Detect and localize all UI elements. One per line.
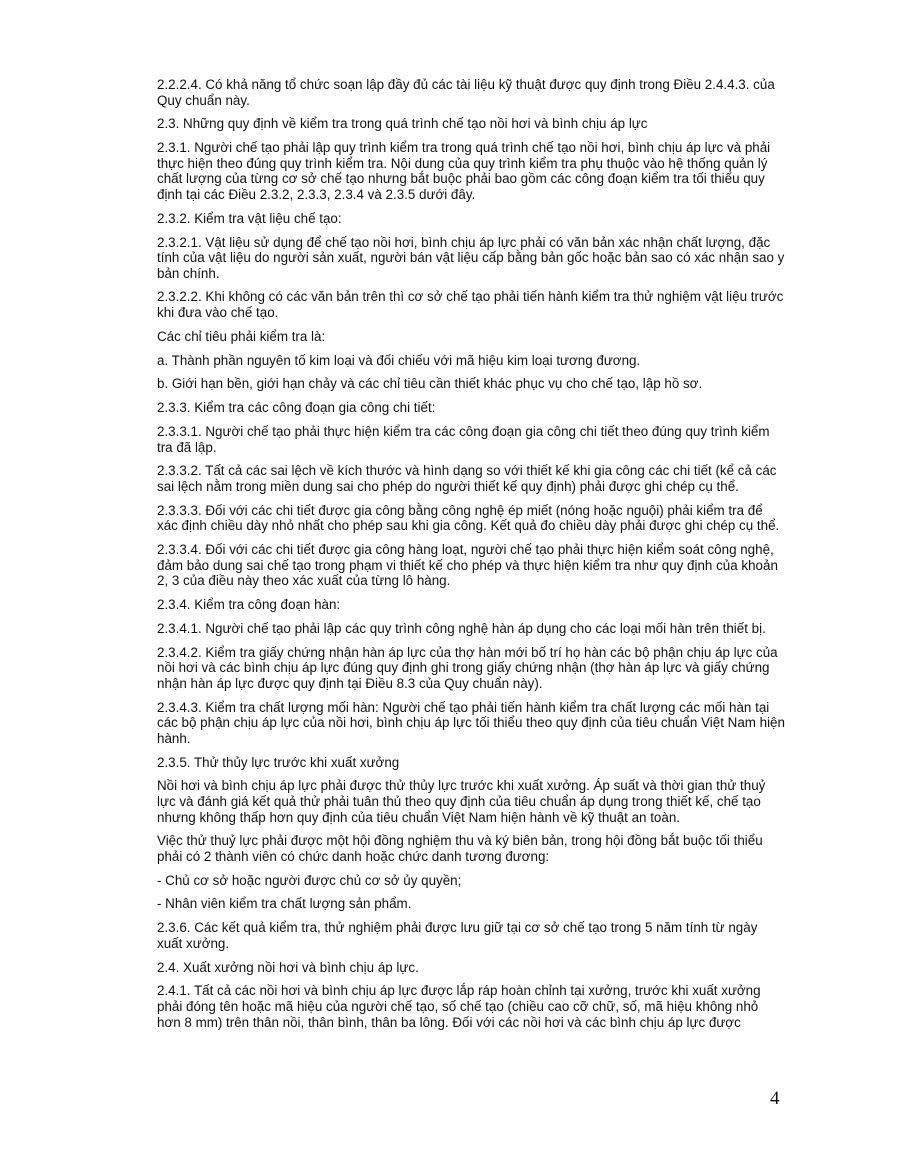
paragraph-hydro-test: Nồi hơi và bình chịu áp lực phải được thử thủy lực trước khi xuất xưởng. Áp suất và thời gian thử thuỷ lực và đánh giá kết quả thử phải tuân thủ theo quy định của tiêu chuẩn áp dụng trong thiết kế, chế tạo nhưng không thấp hơn quy định của tiêu chuẩn Việt Nam hiện hành về kỹ thuật an toàn. [157, 778, 766, 825]
heading-2-3-2: 2.3.2. Kiểm tra vật liệu chế tạo: [157, 210, 342, 226]
paragraph-2-3-2-2: 2.3.2.2. Khi không có các văn bản trên thì cơ sở chế tạo phải tiến hành kiểm tra thử nghiệm vật liệu trước khi đưa vào chế tạo. [157, 289, 784, 321]
paragraph-criteria-a: a. Thành phần nguyên tố kim loại và đối chiếu với mã hiệu kim loại tương đương. [157, 352, 641, 368]
paragraph-2-4-1: 2.4.1. Tất cả các nồi hơi và bình chịu áp lực được lắp ráp hoàn chỉnh tại xưởng, trước khi xuất xưởng phải đóng tên hoặc mã hiệu của người chế tạo, số chế tạo (chiều cao cỡ chữ, số, mã hiệu không nhỏ hơn 8 mm) trên thân nồi, thân bình, thân ba lông. Đối với các nồi hơi và các bình chịu áp lực được [157, 983, 761, 1030]
document-body [157, 77, 785, 1038]
paragraph-2-3-3-1: 2.3.3.1. Người chế tạo phải thực hiện kiểm tra các công đoạn gia công chi tiết theo đúng quy trình kiểm tra đã lập. [157, 423, 770, 455]
paragraph-committee: Việc thử thuỷ lực phải được một hội đồng nghiệm thu và ký biên bản, trong hội đồng bắt buộc tối thiểu phải có 2 thành viên có chức danh hoặc chức danh tương đương: [157, 833, 763, 864]
paragraph-2-3-4-1: 2.3.4.1. Người chế tạo phải lập các quy trình công nghệ hàn áp dụng cho các loại mối hàn trên thiết bị. [157, 620, 766, 636]
paragraph-2-3-3-4: 2.3.3.4. Đối với các chi tiết được gia công hàng loạt, người chế tạo phải thực hiện kiểm soát công nghệ, đảm bảo dung sai chế tạo trong phạm vi thiết kế cho phép và thực hiện kiểm tra như quy định của khoản 2, 3 của điều này theo xác xuất của từng lô hàng. [157, 542, 778, 589]
paragraph-2-3-1: 2.3.1. Người chế tạo phải lập quy trình kiểm tra trong quá trình chế tạo nồi hơi, bình chịu áp lực và phải thực hiện theo đúng quy trình kiểm tra. Nội dung của quy trình kiểm tra phụ thuộc vào hệ thống quản lý chất lượng của từng cơ sở chế tạo nhưng bắt buộc phải bao gồm các công đoạn kiểm tra tối thiểu quy định tại các Điều 2.3.2, 2.3.3, 2.3.4 và 2.3.5 dưới đây. [157, 140, 771, 202]
paragraph-2-2-2-4: 2.2.2.4. Có khả năng tổ chức soạn lập đầy đủ các tài liệu kỹ thuật được quy định trong Điều 2.4.4.3. của Quy chuẩn này. [157, 77, 775, 108]
heading-2-4: 2.4. Xuất xưởng nồi hơi và bình chịu áp lực. [157, 959, 419, 975]
list-item-owner: - Chủ cơ sở hoặc người được chủ cơ sở ủy quyền; [157, 872, 462, 888]
paragraph-2-3-3-2: 2.3.3.2. Tất cả các sai lệch về kích thước và hình dạng so với thiết kế khi gia công các chi tiết (kể cả các sai lệch nằm trong miền dung sai cho phép do người thiết kế quy định) phải được ghi chép cụ thể. [157, 463, 777, 494]
heading-2-3: 2.3. Những quy định về kiểm tra trong quá trình chế tạo nồi hơi và bình chịu áp lực [157, 116, 648, 132]
paragraph-2-3-3-3: 2.3.3.3. Đối với các chi tiết được gia công bằng công nghệ ép miết (nóng hoặc nguội) phải kiểm tra để xác định chiều dày nhỏ nhất cho phép sau khi gia công. Kết quả đo chiều dày phải được ghi chép cụ thể. [157, 502, 780, 534]
heading-2-3-3: 2.3.3. Kiểm tra các công đoạn gia công chi tiết: [157, 400, 436, 416]
heading-2-3-4: 2.3.4. Kiểm tra công đoạn hàn: [157, 597, 341, 613]
paragraph-2-3-4-3: 2.3.4.3. Kiểm tra chất lượng mối hàn: Người chế tạo phải tiến hành kiểm tra chất lượng các mối hàn tại các bộ phận chịu áp lực của nồi hơi, bình chịu áp lực tối thiểu theo quy định của tiêu chuẩn Việt Nam hiện hành. [157, 699, 785, 746]
heading-2-3-5: 2.3.5. Thử thủy lực trước khi xuất xưởng [157, 754, 400, 770]
page-number: 4 [770, 1088, 780, 1109]
paragraph-2-3-6: 2.3.6. Các kết quả kiểm tra, thử nghiệm phải được lưu giữ tại cơ sở chế tạo trong 5 năm tính từ ngày xuất xưởng. [157, 920, 758, 951]
paragraph-criteria-intro: Các chỉ tiêu phải kiểm tra là: [157, 328, 326, 344]
list-item-inspector: - Nhân viên kiểm tra chất lượng sản phẩm. [157, 896, 412, 912]
paragraph-criteria-b: b. Giới hạn bền, giới hạn chảy và các chỉ tiêu cần thiết khác phục vụ cho chế tạo, lập hồ sơ. [157, 376, 703, 392]
paragraph-2-3-4-2: 2.3.4.2. Kiểm tra giấy chứng nhận hàn áp lực của thợ hàn mới bố trí họ hàn các bộ phận chịu áp lực của nồi hơi và các bình chịu áp lực đúng quy định ghi trong giấy chứng nhận (thợ hàn áp lực và giấy chứng nhận hàn áp lực được quy định tại Điều 8.3 của Quy chuẩn này). [157, 644, 778, 691]
paragraph-2-3-2-1: 2.3.2.1. Vật liệu sử dụng để chế tạo nồi hơi, bình chịu áp lực phải có văn bản xác nhận chất lượng, đặc tính của vật liệu do người sản xuất, người bán vật liệu cấp bằng bản gốc hoặc bản sao có xác nhận sao y bản chính. [157, 234, 785, 281]
